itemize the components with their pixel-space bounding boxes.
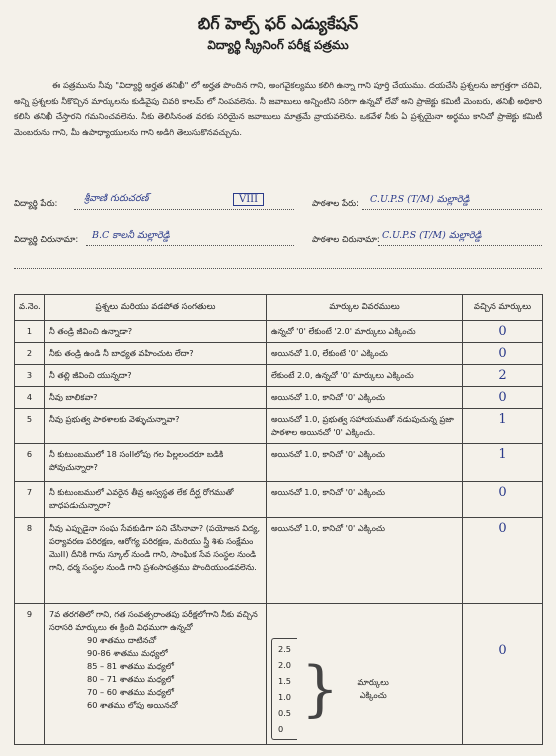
row-question-text: 7వ తరగతిలో గాని, గత సంవత్సరాంతపు పరీక్షలోగాని నీకు వచ్చిన సరాసరి మార్కులు ఈ క్రింది విధముగా ఉన్నచో bbox=[49, 609, 258, 632]
row-scoring: అయినచో 1.0, కానిచో '0' ఎక్కించు bbox=[267, 518, 463, 604]
table-row bbox=[15, 409, 543, 444]
marks-scale bbox=[271, 638, 458, 740]
brace-symbol: } bbox=[301, 654, 340, 724]
row-question: నీ తండ్రి జీవించి ఉన్నాడా? bbox=[45, 321, 267, 343]
row-number: 5 bbox=[15, 409, 45, 444]
scale-values bbox=[271, 638, 297, 740]
row-question: నీవు ఎప్పుడైనా సంఘ సేవకుడిగా పని చేసినావా? (పయోజన విద్య, పర్యావరణ పరిరక్షణ, ఆరోగ్య పరిరక్షణ, మరియు స్త్రీ శిశు సంక్షేమం మొII) దీనికి గాను స్కూల్ నుండి గాని, సాంఘిక సేవ సంస్థల నుండి గాని, ధర్మ సంస్థల నుండి గాని ప్రశంసాపత్రము పొందియుండవలెను. bbox=[45, 518, 267, 604]
table-row bbox=[15, 321, 543, 343]
row-number: 4 bbox=[15, 387, 45, 409]
student-address-label: విద్యార్థి చిరునామా: bbox=[14, 235, 79, 245]
col-header-number: వ.నెం. bbox=[15, 295, 45, 321]
option-item: 70 – 60 శాతము మధ్యలో bbox=[87, 687, 174, 697]
row-mark[interactable]: 0 bbox=[463, 321, 543, 343]
school-address-line bbox=[378, 245, 542, 246]
student-address-line bbox=[86, 245, 294, 246]
row-scoring bbox=[267, 604, 463, 745]
row-mark[interactable]: 0 bbox=[463, 482, 543, 518]
row-number: 8 bbox=[15, 518, 45, 604]
scale-value: 1.0 bbox=[278, 692, 292, 702]
row-number: 7 bbox=[15, 482, 45, 518]
option-item: 90-86 శాతము మధ్యలో bbox=[87, 648, 168, 658]
option-item: 90 శాతము దాటినచో bbox=[87, 635, 157, 645]
school-address-value[interactable]: C.U.P.S (T/M) మల్లారెడ్డి bbox=[382, 230, 482, 241]
student-address-value[interactable]: B.C కాలనీ మల్లారెడ్డి bbox=[92, 230, 170, 241]
table-row bbox=[15, 365, 543, 387]
scale-value: 0 bbox=[278, 724, 284, 734]
extra-address-line bbox=[14, 268, 542, 269]
col-header-question: ప్రశ్నలు మరియు వడపోత సంగతులు bbox=[45, 295, 267, 321]
row-scoring: అయినచో 1.0, కానిచో '0' ఎక్కించు bbox=[267, 387, 463, 409]
row-question: నీ కుటుంబములో ఎవరైన తీవ్ర అస్వస్థత లేక దీర్ఘ రోగముతో బాధపడుచున్నారా? bbox=[45, 482, 267, 518]
row-question: నీకు తండ్రి ఉండి నీ బాధ్యత వహించుట లేదా? bbox=[45, 343, 267, 365]
scale-value: 0.5 bbox=[278, 708, 292, 718]
class-value[interactable]: VIII bbox=[233, 193, 264, 206]
school-name-line bbox=[362, 209, 542, 210]
row-mark[interactable]: 0 bbox=[463, 343, 543, 365]
percentage-options bbox=[49, 634, 262, 712]
row-mark[interactable]: 1 bbox=[463, 409, 543, 444]
row-scoring: అయినచో 1.0, ప్రభుత్వ సహాయముతో నడుపుచున్న ప్రజా పాఠశాల అయినచో '0' ఎక్కించు. bbox=[267, 409, 463, 444]
scale-value: 2.0 bbox=[278, 660, 292, 670]
row-question: నీ కుటుంబములో 18 సంIIలోపు గల పిల్లలందరూ బడికి పోవుచున్నారా? bbox=[45, 444, 267, 482]
row-scoring: అయినచో 1.0, లేకుంటే '0' ఎక్కించు bbox=[267, 343, 463, 365]
student-name-value[interactable]: శ్రీవాణి గురుచరణ్ bbox=[84, 193, 149, 204]
table-row bbox=[15, 343, 543, 365]
row-mark[interactable]: 0 bbox=[463, 518, 543, 604]
student-name-line bbox=[74, 209, 294, 210]
row-question bbox=[45, 604, 267, 745]
row-scoring: ఉన్నచో '0' లేకుంటే '2.0' మార్కులు ఎక్కించు bbox=[267, 321, 463, 343]
row-number: 3 bbox=[15, 365, 45, 387]
row-number: 9 bbox=[15, 604, 45, 745]
option-item: 80 – 71 శాతము మధ్యలో bbox=[87, 674, 174, 684]
scale-label: మార్కులు ఎక్కించు bbox=[357, 677, 389, 700]
table-row bbox=[15, 482, 543, 518]
instructions-paragraph: ఈ పత్రమును నీవు "విద్యార్థి అర్హత తనిఖీ" లో అర్హత పొందిన గాని, అంగవైకల్యము కలిగి ఉన్నా గాని పూర్తి చేయుము. దయచేసి ప్రశ్నలను జాగ్రత్తగా చదివి, అన్ని ప్రశ్నలకు నీకొచ్చిన మార్కులను కుడివైపు చివరి కాలమ్ లో నింపవలెను. నీ జవాబులు అన్నింటిని సరిగా ఉన్నవో లేవో అని ప్రాజెక్టు కమిటీ మెంబరు, తనిఖీ అధికారి కలిసి తనిఖీ చేస్తారని గమనించవలెను. నీకు తెలిసినంత వరకు సరియైన జవాబులు మాత్రమే వ్రాయవలెను. ఒకవేళ నీకు ఏ ప్రశ్నయైనా అర్థము కానిచో ప్రాజెక్టు కమిటీ మెంబరును గాని, మీ ఉపాధ్యాయులను గాని అడిగి తెలుసుకొనవచ్చును. bbox=[14, 80, 542, 137]
org-title: బిగ్ హెల్ప్ ఫర్ ఎడ్యుకేషన్ bbox=[197, 14, 359, 33]
scale-value: 2.5 bbox=[278, 644, 292, 654]
school-name-value[interactable]: C.U.P.S (T/M) మల్లారెడ్డి bbox=[370, 194, 470, 205]
row-question: నీవు బాలికవా? bbox=[45, 387, 267, 409]
row-mark[interactable]: 1 bbox=[463, 444, 543, 482]
school-name-label: పాఠశాల పేరు: bbox=[312, 199, 359, 209]
option-item: 85 – 81 శాతము మధ్యలో bbox=[87, 661, 174, 671]
row-scoring: అయినచో 1.0, కానిచో '0' ఎక్కించు bbox=[267, 444, 463, 482]
form-title: విద్యార్థి స్క్రీనింగ్ పరీక్ష పత్రము bbox=[207, 38, 349, 52]
row-number: 2 bbox=[15, 343, 45, 365]
questions-table bbox=[14, 294, 543, 745]
school-address-label: పాఠశాల చిరునామా: bbox=[312, 235, 380, 245]
scale-value: 1.5 bbox=[278, 676, 292, 686]
row-number: 6 bbox=[15, 444, 45, 482]
table-header-row bbox=[15, 295, 543, 321]
row-scoring: అయినచో 1.0, కానిచో '0' ఎక్కించు bbox=[267, 482, 463, 518]
table-row bbox=[15, 444, 543, 482]
table-row bbox=[15, 387, 543, 409]
student-name-label: విద్యార్థి పేరు: bbox=[14, 199, 58, 209]
table-row bbox=[15, 604, 543, 745]
row-mark[interactable]: 0 bbox=[463, 387, 543, 409]
row-question: నీ తల్లి జీవించి యున్నదా? bbox=[45, 365, 267, 387]
row-question: నీవు ప్రభుత్వ పాఠశాలకు వెళ్ళుచున్నావా? bbox=[45, 409, 267, 444]
row-scoring: లేకుంటే 2.0, ఉన్నచో '0' మార్కులు ఎక్కించు bbox=[267, 365, 463, 387]
row-mark[interactable]: 0 bbox=[463, 604, 543, 745]
col-header-marks: వచ్చిన మార్కులు bbox=[463, 295, 543, 321]
table-row bbox=[15, 518, 543, 604]
col-header-scoring: మార్కుల వివరములు bbox=[267, 295, 463, 321]
row-number: 1 bbox=[15, 321, 45, 343]
row-mark[interactable]: 2 bbox=[463, 365, 543, 387]
option-item: 60 శాతము లోపు అయినచో bbox=[87, 700, 178, 710]
